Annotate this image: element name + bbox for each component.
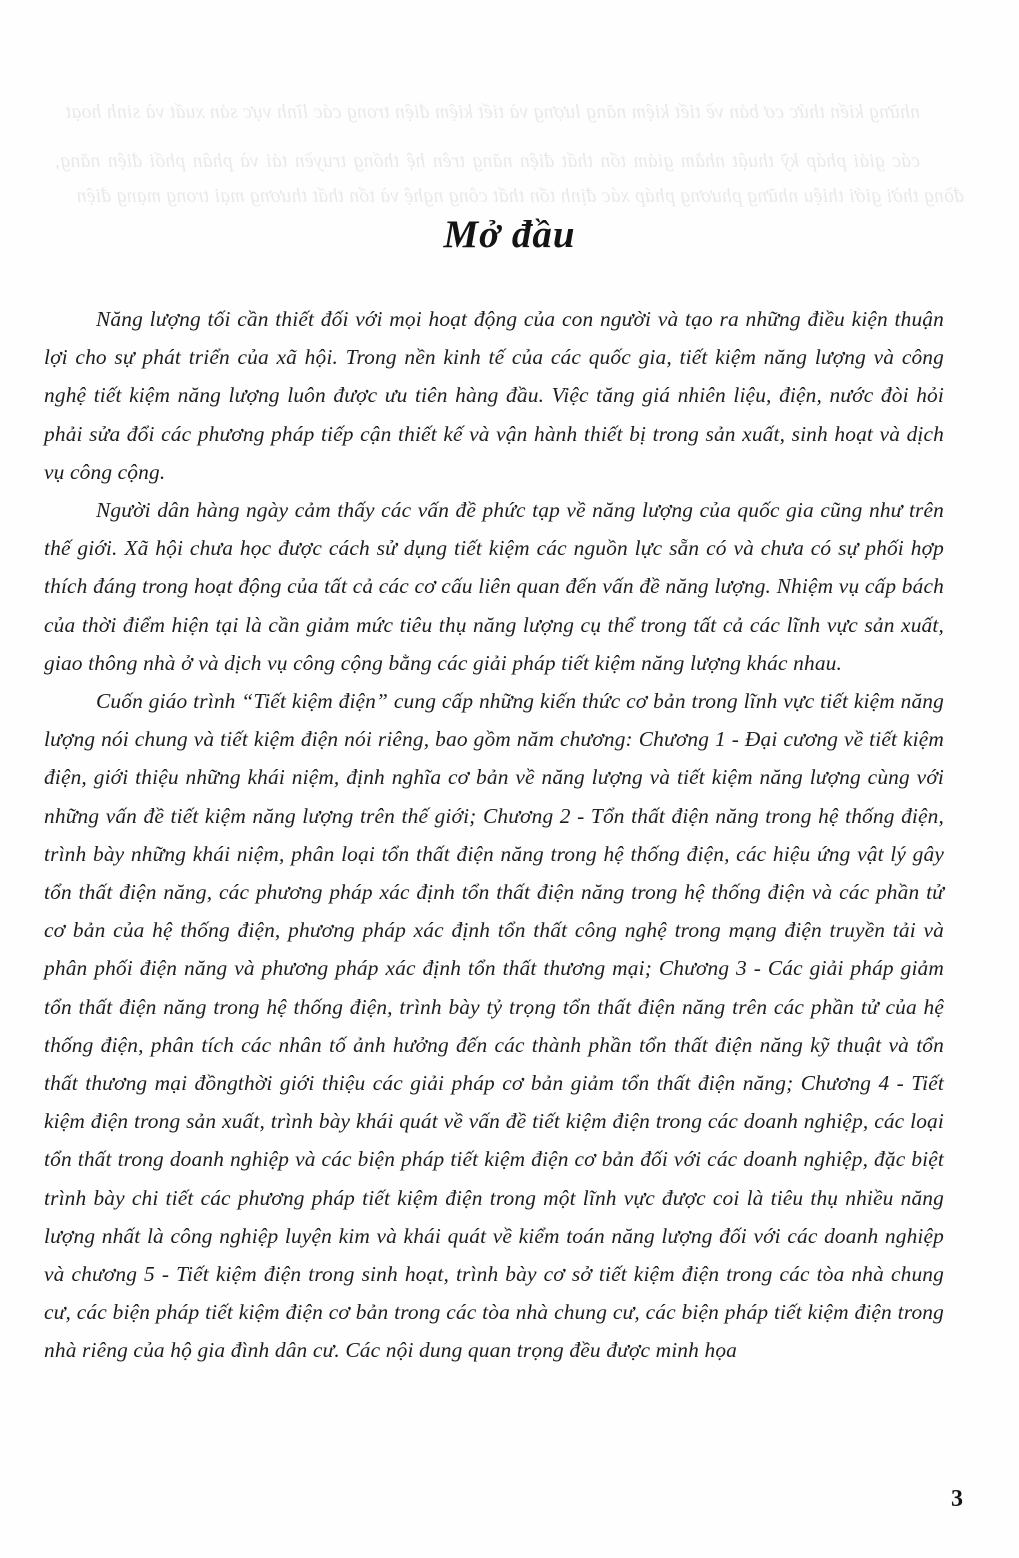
show-through-line-1: những kiến thức cơ bản về tiết kiệm năng lượng và tiết kiệm điện trong các lĩnh vực sản xuất và sinh hoạt — [65, 102, 920, 123]
page-title: Mở đầu — [443, 213, 576, 256]
paragraph-3: Cuốn giáo trình “Tiết kiệm điện” cung cấp những kiến thức cơ bản trong lĩnh vực tiết kiệm năng lượng nói chung và tiết kiệm điện nói riêng, bao gồm năm chương: Chương 1 - Đại cương về tiết kiệm điện, giới thiệu những khái niệm, định nghĩa cơ bản về năng lượng và tiết kiệm năng lượng cùng với những vấn đề tiết kiệm năng lượng trên thế giới; Chương 2 - Tổn thất điện năng trong hệ thống điện, trình bày những khái niệm, phân loại tổn thất điện năng trong hệ thống điện, các hiệu ứng vật lý gây tổn thất điện năng, các phương pháp xác định tổn thất điện năng trong hệ thống điện và các phần tử cơ bản của hệ thống điện, phương pháp xác định tổn thất công nghệ trong mạng điện truyền tải và phân phối điện năng và phương pháp xác định tổn thất thương mại; Chương 3 - Các giải pháp giảm tổn thất điện năng trong hệ thống điện, trình bày tỷ trọng tổn thất điện năng trên các phần tử của hệ thống điện, phân tích các nhân tố ảnh hưởng đến các thành phần tổn thất điện năng kỹ thuật và tổn thất thương mại đồngthời giới thiệu các giải pháp cơ bản giảm tổn thất điện năng; Chương 4 - Tiết kiệm điện trong sản xuất, trình bày khái quát về vấn đề tiết kiệm điện trong các doanh nghiệp, các loại tổn thất trong doanh nghiệp và các biện pháp tiết kiệm điện cơ bản đối với các doanh nghiệp, đặc biệt trình bày chi tiết các phương pháp tiết kiệm điện trong một lĩnh vực được coi là tiêu thụ nhiều năng lượng nhất là công nghiệp luyện kim và khái quát về kiểm toán năng lượng đối với các doanh nghiệp và chương 5 - Tiết kiệm điện trong sinh hoạt, trình bày cơ sở tiết kiệm điện trong các tòa nhà chung cư, các biện pháp tiết kiệm điện cơ bản trong các tòa nhà chung cư, các biện pháp tiết kiệm điện trong nhà riêng của hộ gia đình dân cư. Các nội dung quan trọng đều được minh họa — [44, 689, 944, 1363]
paragraph-2: Người dân hàng ngày cảm thấy các vấn đề phức tạp về năng lượng của quốc gia cũng như trên thế giới. Xã hội chưa học được cách sử dụng tiết kiệm các nguồn lực sẵn có và chưa có sự phối hợp thích đáng trong hoạt động của tất cả các cơ cấu liên quan đến vấn đề năng lượng. Nhiệm vụ cấp bách của thời điểm hiện tại là cần giảm mức tiêu thụ năng lượng cụ thể trong tất cả các lĩnh vực sản xuất, giao thông nhà ở và dịch vụ công cộng bằng các giải pháp tiết kiệm năng lượng khác nhau. — [44, 498, 944, 675]
reverse-side-show-through — [55, 95, 964, 228]
show-through-line-2: các giải pháp kỹ thuật nhằm giảm tổn thất điện năng trên hệ thống truyền tải và phân phối điện năng, đồng thời giới thiệu những phương pháp xác định tổn thất công nghệ và tổn thất thương mại trong mạng điện — [55, 151, 964, 207]
paragraph-1: Năng lượng tối cần thiết đối với mọi hoạt động của con người và tạo ra những điều kiện thuận lợi cho sự phát triển của xã hội. Trong nền kinh tế của các quốc gia, tiết kiệm năng lượng và công nghệ tiết kiệm năng lượng luôn được ưu tiên hàng đầu. Việc tăng giá nhiên liệu, điện, nước đòi hỏi phải sửa đổi các phương pháp tiếp cận thiết kế và vận hành thiết bị trong sản xuất, sinh hoạt và dịch vụ công cộng. — [44, 307, 944, 484]
page-number: 3 — [951, 1486, 963, 1512]
body-text — [44, 300, 944, 1370]
